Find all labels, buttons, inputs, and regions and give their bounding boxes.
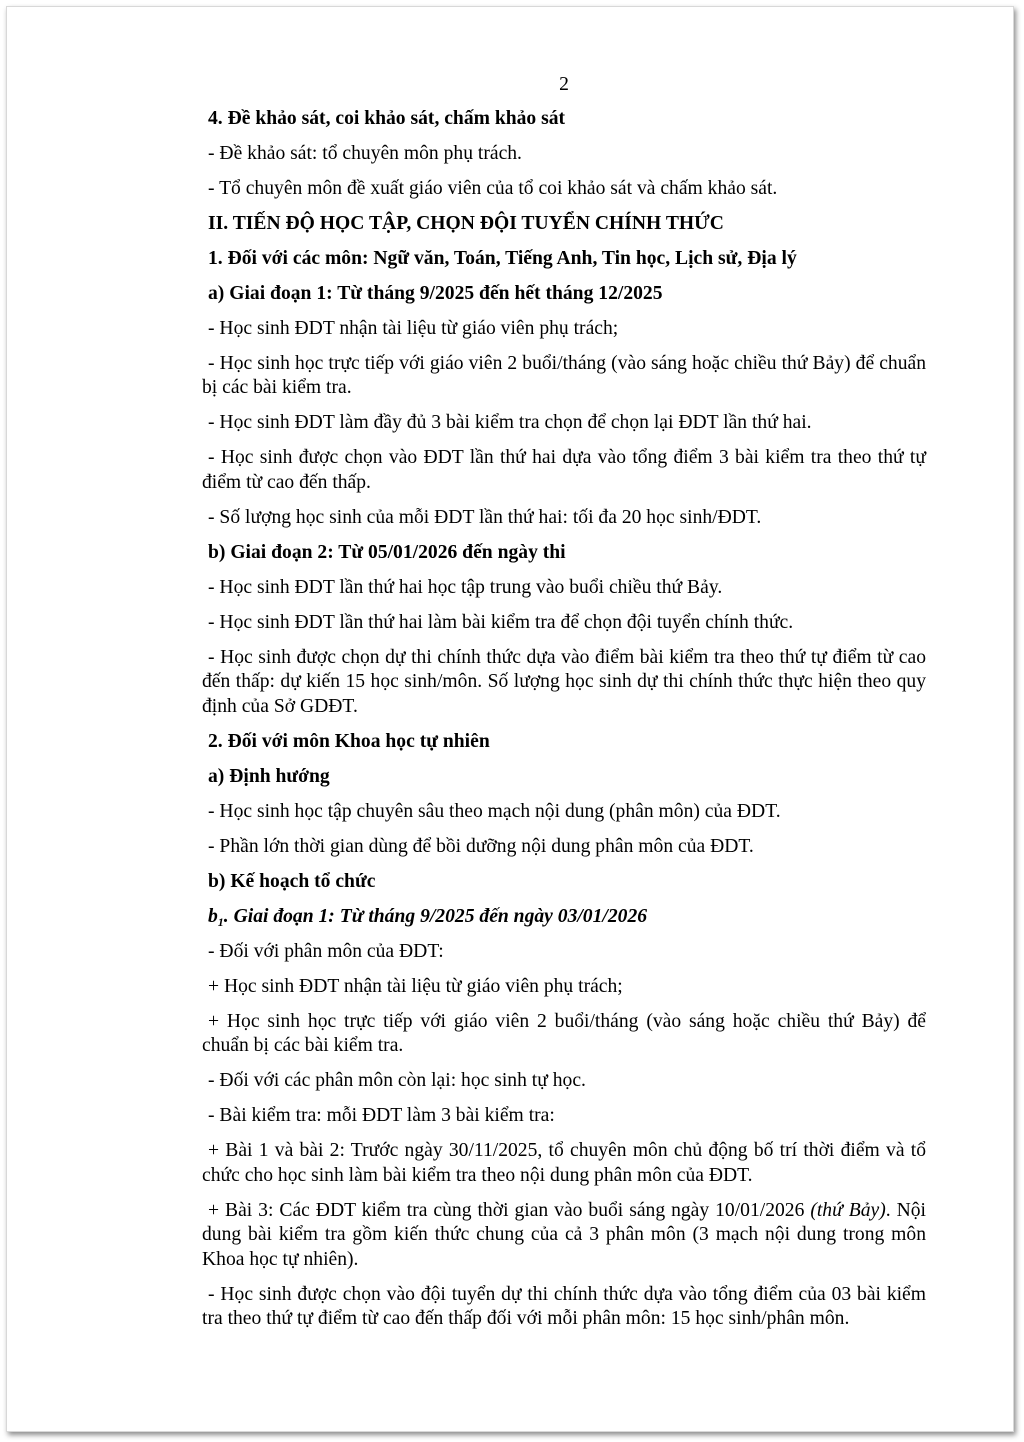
paragraph: + Học sinh ĐDT nhận tài liệu từ giáo viên phụ trách; <box>208 975 623 997</box>
paragraph: - Học sinh ĐDT nhận tài liệu từ giáo viên phụ trách; <box>208 317 619 339</box>
paragraph: - Học sinh học tập chuyên sâu theo mạch nội dung (phân môn) của ĐDT. <box>208 800 781 822</box>
paragraph: - Học sinh ĐDT lần thứ hai làm bài kiểm tra để chọn đội tuyển chính thức. <box>208 611 794 633</box>
section-heading: 1. Đối với các môn: Ngữ văn, Toán, Tiếng Anh, Tin học, Lịch sử, Địa lý <box>208 247 797 269</box>
paragraph: - Học sinh được chọn dự thi chính thức dựa vào điểm bài kiểm tra theo thứ tự điểm từ cao đến thấp: dự kiến 15 học sinh/môn. Số lượng học sinh dự thi chính thức thực hiện theo quy định của Sở GDĐT. <box>202 646 926 717</box>
paragraph: + Học sinh học trực tiếp với giáo viên 2 buổi/tháng (vào sáng hoặc chiều thứ Bảy) để chuẩn bị các bài kiểm tra. <box>202 1010 926 1056</box>
paragraph: + Bài 1 và bài 2: Trước ngày 30/11/2025, tổ chuyên môn chủ động bố trí thời điểm và tổ chức cho học sinh làm bài kiểm tra theo nội dung phân môn của ĐDT. <box>202 1140 926 1186</box>
section-heading: a) Định hướng <box>208 765 330 787</box>
page-number: 2 <box>559 74 569 95</box>
section-heading: II. TIẾN ĐỘ HỌC TẬP, CHỌN ĐỘI TUYỂN CHÍNH THỨC <box>208 212 724 234</box>
paragraph: - Học sinh học trực tiếp với giáo viên 2 buổi/tháng (vào sáng hoặc chiều thứ Bảy) để chuẩn bị các bài kiểm tra. <box>202 352 926 398</box>
heading-subscript: 1 <box>217 914 224 929</box>
text-run: (thứ Bảy) <box>810 1199 886 1221</box>
heading-prefix: b <box>208 905 218 927</box>
paragraph: - Đề khảo sát: tổ chuyên môn phụ trách. <box>208 142 522 164</box>
section-heading: 4. Đề khảo sát, coi khảo sát, chấm khảo sát <box>208 107 566 129</box>
paragraph: - Bài kiểm tra: mỗi ĐDT làm 3 bài kiểm tra: <box>208 1105 555 1126</box>
section-heading: b) Kế hoạch tổ chức <box>208 870 376 892</box>
text-run: . Nội dung bài kiểm tra gồm kiến thức chung của cả 3 phân môn (3 mạch nội dung trong môn Khoa học tự nhiên). <box>202 1199 926 1270</box>
document-page <box>6 6 1014 1432</box>
paragraph: - Học sinh ĐDT lần thứ hai học tập trung vào buổi chiều thứ Bảy. <box>208 576 723 598</box>
paragraph: - Học sinh được chọn vào đội tuyển dự thi chính thức dựa vào tổng điểm của 03 bài kiểm tra theo thứ tự điểm từ cao đến thấp đối với mỗi phân môn: 15 học sinh/phân môn. <box>202 1283 926 1329</box>
heading-text: . Giai đoạn 1: Từ tháng 9/2025 đến ngày 03/01/2026 <box>223 905 648 927</box>
section-heading: b) Giai đoạn 2: Từ 05/01/2026 đến ngày thi <box>208 541 566 563</box>
text-run: + Bài 3: Các ĐDT kiểm tra cùng thời gian vào buổi sáng ngày 10/01/2026 <box>208 1199 811 1221</box>
page-content <box>202 73 926 1342</box>
section-heading <box>202 905 926 930</box>
paragraph: - Phần lớn thời gian dùng để bồi dưỡng nội dung phân môn của ĐDT. <box>208 835 754 857</box>
paragraph: - Tổ chuyên môn đề xuất giáo viên của tổ coi khảo sát và chấm khảo sát. <box>208 177 778 199</box>
paragraph: - Học sinh được chọn vào ĐDT lần thứ hai dựa vào tổng điểm 3 bài kiểm tra theo thứ tự điểm từ cao đến thấp. <box>202 447 926 493</box>
paragraph <box>202 1199 926 1273</box>
section-heading: a) Giai đoạn 1: Từ tháng 9/2025 đến hết tháng 12/2025 <box>208 282 663 304</box>
paragraph: - Số lượng học sinh của mỗi ĐDT lần thứ hai: tối đa 20 học sinh/ĐDT. <box>208 506 762 528</box>
paragraph: - Đối với phân môn của ĐDT: <box>208 940 444 962</box>
paragraph: - Học sinh ĐDT làm đầy đủ 3 bài kiểm tra chọn để chọn lại ĐDT lần thứ hai. <box>208 412 812 433</box>
section-heading: 2. Đối với môn Khoa học tự nhiên <box>208 730 490 752</box>
paragraph: - Đối với các phân môn còn lại: học sinh tự học. <box>208 1070 586 1091</box>
